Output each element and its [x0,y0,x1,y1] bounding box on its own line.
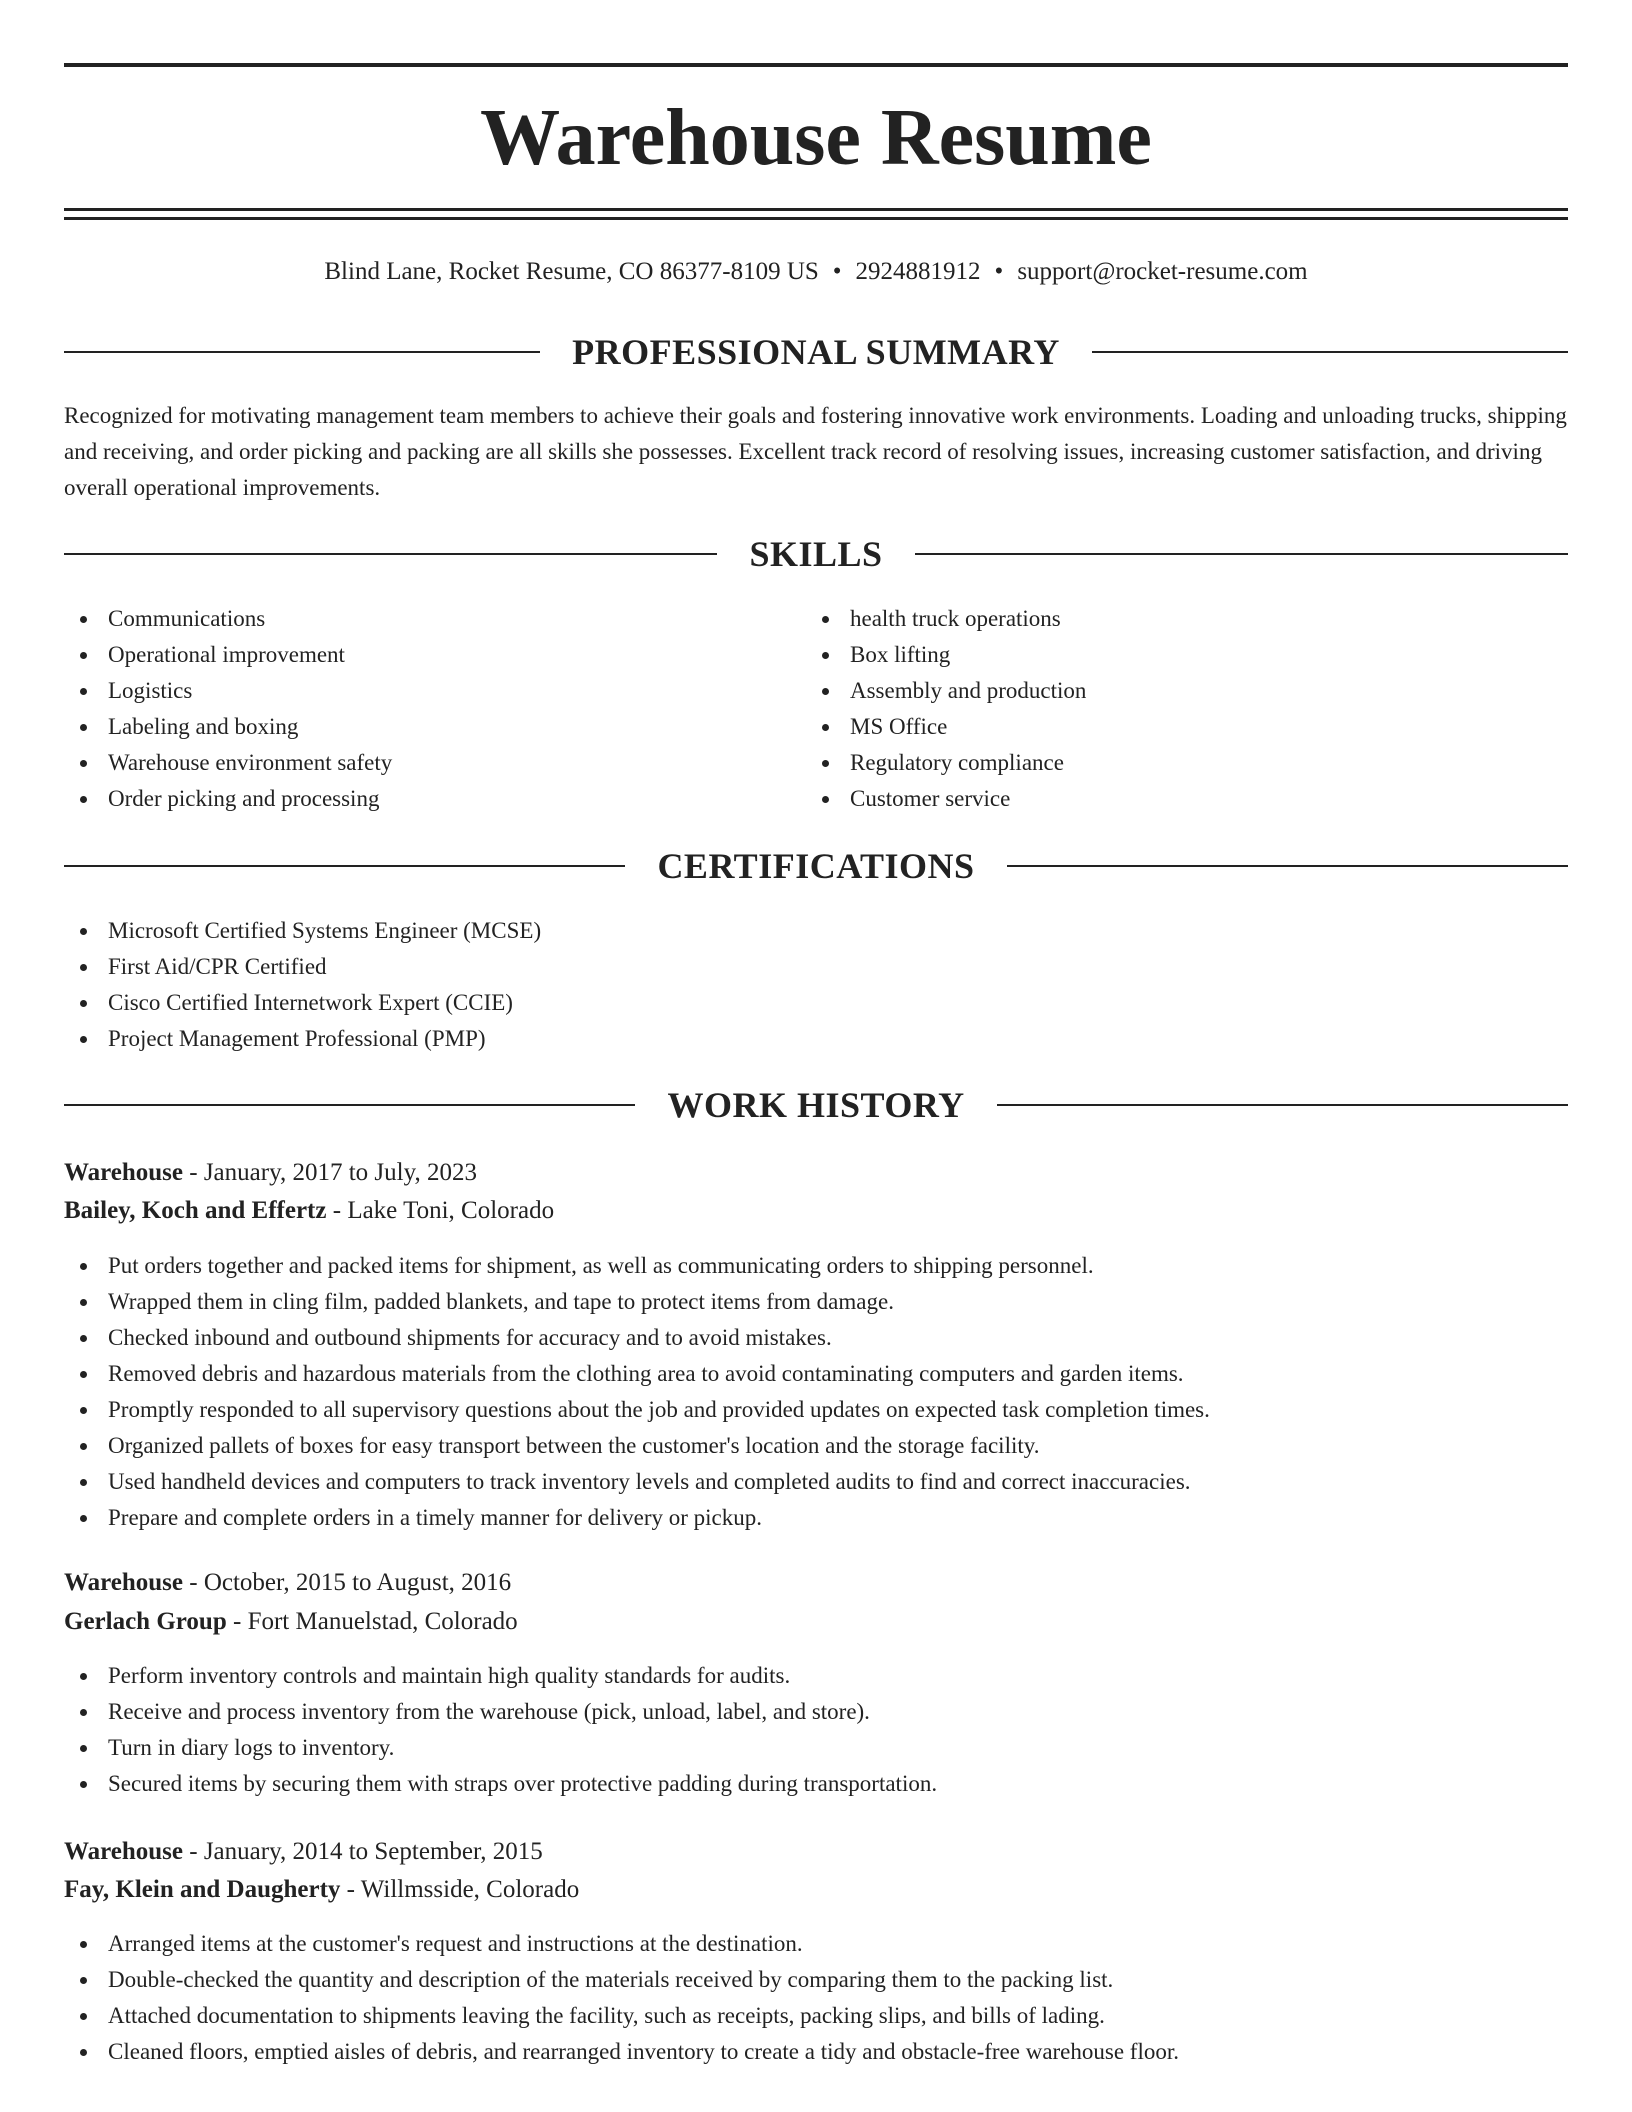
job-duty: Organized pallets of boxes for easy transport between the customer's location and the storage facility. [64,1428,1568,1464]
skill-item: Assembly and production [806,673,1546,709]
section-title: WORK HISTORY [667,1085,965,1125]
skill-item: Logistics [64,673,804,709]
job-title-line: Warehouse - October, 2015 to August, 2016 [64,1569,512,1596]
job-duty: Put orders together and packed items for shipment, as well as communicating orders to shipping personnel. [64,1248,1568,1284]
contact-email: support@rocket-resume.com [1017,258,1308,285]
skills-list-right [806,601,1546,817]
job-dates: October, 2015 to August, 2016 [203,1569,512,1596]
skill-item: Order picking and processing [64,781,804,817]
skill-item: Warehouse environment safety [64,745,804,781]
contact-phone: 2924881912 [855,258,981,285]
contact-address: Blind Lane, Rocket Resume, CO 86377-8109 US [324,258,819,285]
skill-item: Customer service [806,781,1546,817]
job-duty: Wrapped them in cling film, padded blankets, and tape to protect items from damage. [64,1284,1568,1320]
job-company: Gerlach Group [64,1608,227,1635]
skill-item: Regulatory compliance [806,745,1546,781]
job-dates: January, 2017 to July, 2023 [203,1159,477,1186]
skill-item: Labeling and boxing [64,709,804,745]
job-title-line: Warehouse - January, 2014 to September, 2015 [64,1838,543,1865]
top-rule [64,63,1568,67]
job-duty: Receive and process inventory from the warehouse (pick, unload, label, and store). [64,1694,1568,1730]
job-company-line: Bailey, Koch and Effertz - Lake Toni, Colorado [64,1197,555,1224]
section-title: PROFESSIONAL SUMMARY [572,332,1060,372]
job-dates: January, 2014 to September, 2015 [203,1838,543,1865]
certification-item: Project Management Professional (PMP) [64,1021,1568,1057]
certification-item: First Aid/CPR Certified [64,949,1568,985]
section-rule [64,553,717,555]
contact-separator: • [832,258,842,285]
job-title-line: Warehouse - January, 2017 to July, 2023 [64,1159,477,1186]
section-rule [1007,865,1568,867]
section-rule [64,1104,635,1106]
section-title: CERTIFICATIONS [657,846,975,886]
job-duty: Used handheld devices and computers to track inventory levels and completed audits to find and correct inaccuracies. [64,1464,1568,1500]
certifications-list [64,913,1568,1057]
skills-list-left [64,601,804,817]
job-location: Willmsside, Colorado [360,1876,580,1903]
section-title: SKILLS [749,534,883,574]
skill-item: health truck operations [806,601,1546,637]
job-company: Bailey, Koch and Effertz [64,1197,327,1224]
job-duty: Turn in diary logs to inventory. [64,1730,1568,1766]
certification-item: Microsoft Certified Systems Engineer (MCSE) [64,913,1568,949]
summary-text: Recognized for motivating management team members to achieve their goals and fostering innovative work environments. Loading and unloading trucks, shipping and receiving, and order picking and packing are all skills she possesses. Excellent track record of resolving issues, increasing customer satisfaction, and driving overall operational improvements. [64,403,1567,500]
job-duties-list [64,1926,1568,2070]
job-duties-list [64,1658,1568,1802]
job-role: Warehouse [64,1838,183,1865]
section-rule [64,351,540,353]
skill-item: Operational improvement [64,637,804,673]
job-company-line: Gerlach Group - Fort Manuelstad, Colorado [64,1608,518,1635]
job-duty: Removed debris and hazardous materials from the clothing area to avoid contaminating computers and garden items. [64,1356,1568,1392]
skill-item: MS Office [806,709,1546,745]
job-role: Warehouse [64,1569,183,1596]
job-company: Fay, Klein and Daugherty [64,1876,341,1903]
section-header-certifications [64,844,1568,888]
title-double-rule [64,208,1568,220]
skill-item: Box lifting [806,637,1546,673]
job-duty: Checked inbound and outbound shipments for accuracy and to avoid mistakes. [64,1320,1568,1356]
job-duty: Promptly responded to all supervisory questions about the job and provided updates on expected task completion times. [64,1392,1568,1428]
section-rule [1092,351,1568,353]
section-header-skills [64,532,1568,576]
contact-info [64,252,1568,292]
job-duty: Attached documentation to shipments leaving the facility, such as receipts, packing slips, and bills of lading. [64,1998,1568,2034]
job-duty: Prepare and complete orders in a timely manner for delivery or pickup. [64,1500,1568,1536]
job-duty: Arranged items at the customer's request and instructions at the destination. [64,1926,1568,1962]
job-duty: Double-checked the quantity and description of the materials received by comparing them to the packing list. [64,1962,1568,1998]
job-location: Fort Manuelstad, Colorado [247,1608,518,1635]
resume-title: Warehouse Resume [480,94,1152,182]
job-role: Warehouse [64,1159,183,1186]
job-duties-list [64,1248,1568,1536]
section-rule [997,1104,1568,1106]
section-rule [64,865,625,867]
section-header-work-history [64,1083,1568,1127]
section-rule [915,553,1568,555]
job-duty: Perform inventory controls and maintain high quality standards for audits. [64,1658,1568,1694]
job-location: Lake Toni, Colorado [347,1197,555,1224]
job-duty: Cleaned floors, emptied aisles of debris, and rearranged inventory to create a tidy and obstacle-free warehouse floor. [64,2034,1568,2070]
contact-separator: • [994,258,1004,285]
skill-item: Communications [64,601,804,637]
job-company-line: Fay, Klein and Daugherty - Willmsside, Colorado [64,1876,580,1903]
certification-item: Cisco Certified Internetwork Expert (CCIE) [64,985,1568,1021]
section-header-summary [64,330,1568,374]
job-duty: Secured items by securing them with straps over protective padding during transportation. [64,1766,1568,1802]
